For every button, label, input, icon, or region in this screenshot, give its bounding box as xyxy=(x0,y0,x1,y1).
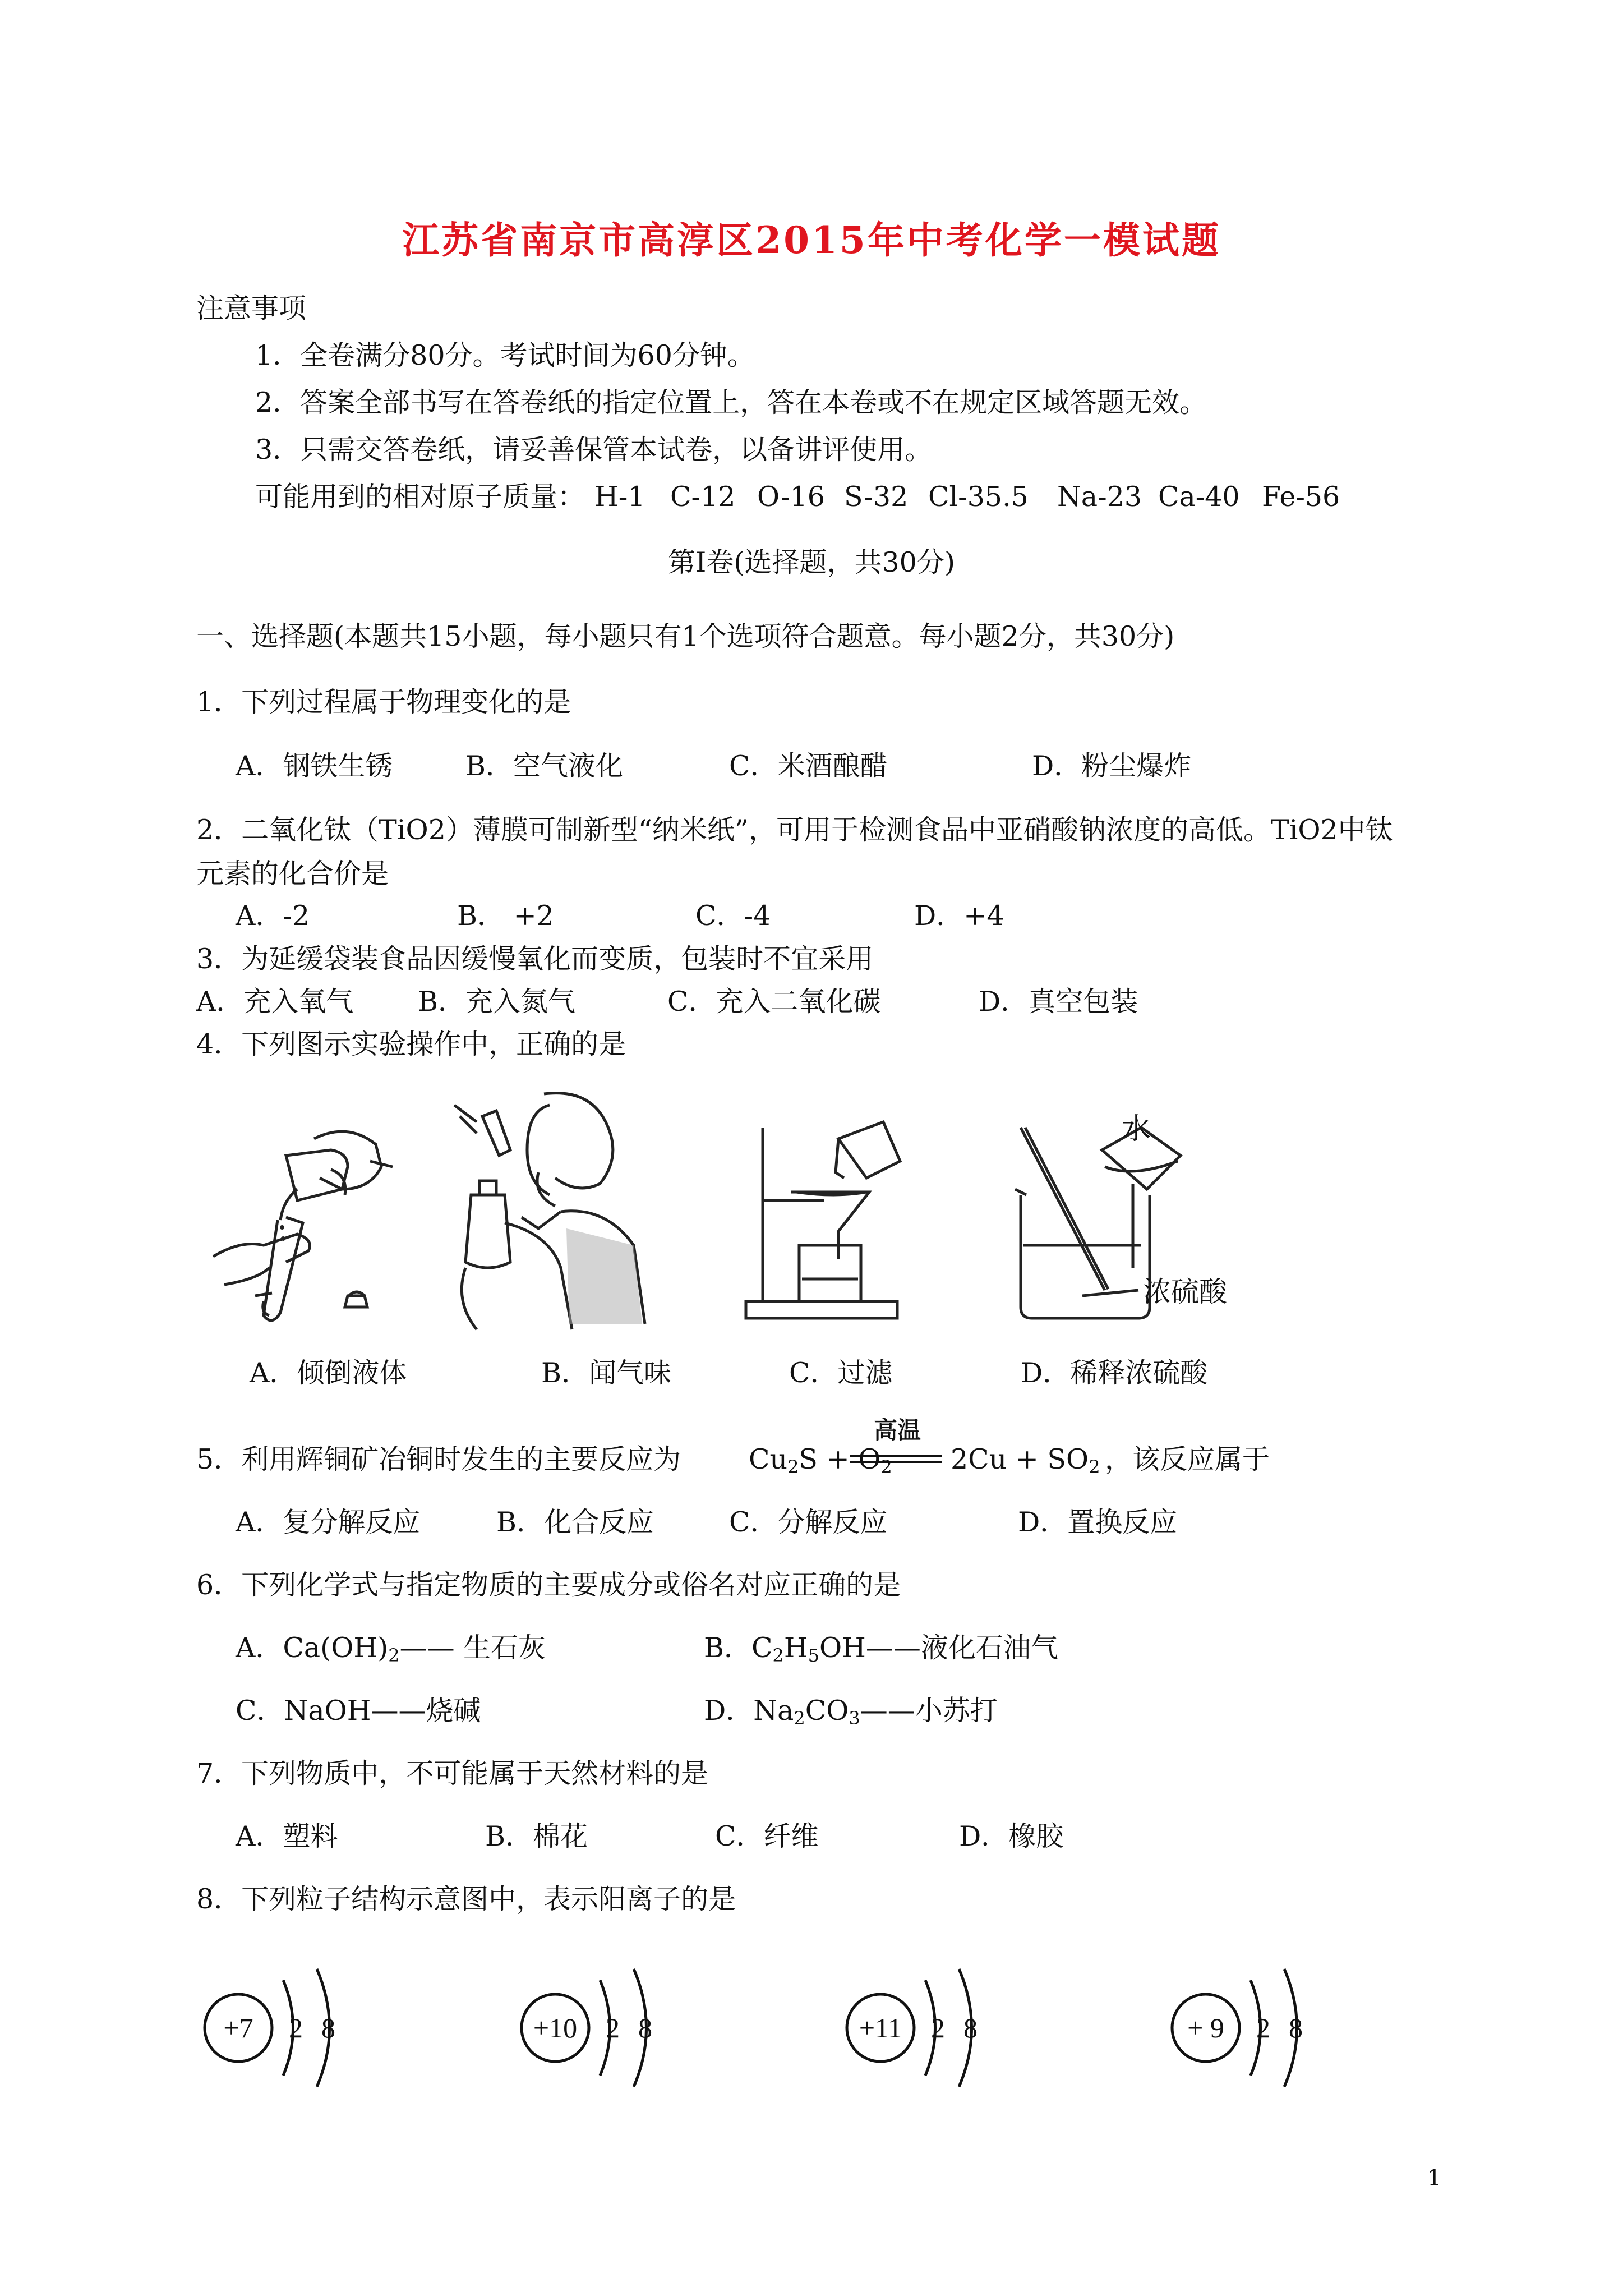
q4-option-a: A．倾倒液体 xyxy=(250,1357,407,1389)
q2-options xyxy=(236,899,1357,933)
shell1-c: 2 xyxy=(931,2012,945,2044)
filtration-illustration xyxy=(740,1116,909,1324)
q2-option-a: A．-2 xyxy=(236,900,310,932)
q5-arrow-line-top xyxy=(850,1455,942,1457)
ion-diagram-c xyxy=(841,1963,1009,2092)
conc-acid-label: 浓硫酸 xyxy=(1143,1276,1227,1308)
q6-option-b: B．$C_2H_5OH——$液化石油气 xyxy=(704,1632,1058,1666)
q6-b-name: ——液化石油气 xyxy=(865,1632,1058,1664)
notice-item-2: 2．答案全部书写在答卷纸的指定位置上，答在本卷或不在规定区域答题无效。 xyxy=(255,386,1207,418)
q1-option-b: B．空气液化 xyxy=(465,750,624,782)
notice-heading: 注意事项 xyxy=(196,292,307,324)
q3-option-c: C．充入二氧化碳 xyxy=(667,986,881,1018)
smelling-gas-illustration xyxy=(449,1083,651,1329)
q6-a-name: —— 生石灰 xyxy=(399,1632,546,1664)
nucleus-c: +11 xyxy=(859,2012,902,2044)
q5-option-c: C．分解反应 xyxy=(729,1506,888,1538)
mass-cl: Cl-35.5 xyxy=(928,481,1029,513)
q7-option-d: D．橡胶 xyxy=(959,1820,1064,1852)
q5-suffix: ，该反应属于 xyxy=(1105,1443,1270,1475)
q5-option-b: B．化合反应 xyxy=(496,1506,654,1538)
shell1-b: 2 xyxy=(606,2012,620,2044)
q5-arrow-line-bottom xyxy=(850,1461,942,1463)
q7-option-a: A．塑料 xyxy=(236,1820,338,1852)
mass-o: O-16 xyxy=(757,481,825,513)
q5-option-d: D．置换反应 xyxy=(1018,1506,1178,1538)
shell2-c: 8 xyxy=(963,2012,978,2044)
q4-option-d: D．稀释浓硫酸 xyxy=(1021,1357,1208,1389)
q7-option-b: B．棉花 xyxy=(485,1820,588,1852)
shell2-a: 8 xyxy=(321,2012,335,2044)
mass-h: H-1 xyxy=(594,481,645,513)
q3-option-d: D．真空包装 xyxy=(979,986,1138,1018)
q1-stem: 1．下列过程属于物理变化的是 xyxy=(196,686,571,718)
water-label: 水 xyxy=(1122,1112,1151,1146)
q5-prefix: 5．利用辉铜矿冶铜时发生的主要反应为 xyxy=(196,1443,681,1475)
diluting-acid-illustration xyxy=(1009,1112,1267,1329)
q1-option-d: D．粉尘爆炸 xyxy=(1032,750,1192,782)
q2-option-b: B． +2 xyxy=(457,900,554,932)
q6-d-name: ——小苏打 xyxy=(860,1695,998,1727)
mass-fe: Fe-56 xyxy=(1262,481,1340,513)
q2-stem-line1: 2．二氧化钛（TiO2）薄膜可制新型“纳米纸”，可用于检测食品中亚硝酸钠浓度的高低。TiO2中钛 xyxy=(196,814,1393,846)
notice-item-3: 3．只需交答卷纸，请妥善保管本试卷，以备讲评使用。 xyxy=(255,434,933,466)
nucleus-d: + 9 xyxy=(1187,2012,1224,2044)
mass-ca: Ca-40 xyxy=(1158,481,1240,513)
ion-diagram-a xyxy=(199,1963,367,2092)
q4-option-c: C．过滤 xyxy=(789,1357,893,1389)
shell2-d: 8 xyxy=(1289,2012,1303,2044)
page-number: 1 xyxy=(1427,2165,1442,2191)
q7-option-c: C．纤维 xyxy=(715,1820,819,1852)
shell1-a: 2 xyxy=(289,2012,303,2044)
q5-condition: 高温 xyxy=(873,1416,921,1444)
q4-stem: 4．下列图示实验操作中，正确的是 xyxy=(196,1028,626,1060)
q6-option-c: C．NaOH——烧碱 xyxy=(236,1695,481,1727)
q1-option-c: C．米酒酿醋 xyxy=(729,750,888,782)
q1-option-a: A．钢铁生锈 xyxy=(236,750,393,782)
atomic-mass-label: 可能用到的相对原子质量： xyxy=(255,481,585,513)
notice-item-1: 1．全卷满分80分。考试时间为60分钟。 xyxy=(255,339,755,371)
mass-c: C-12 xyxy=(670,481,736,513)
section1-title: 一、选择题(本题共15小题，每小题只有1个选项符合题意。每小题2分，共30分) xyxy=(196,620,1175,652)
nucleus-b: +10 xyxy=(533,2012,578,2044)
q2-option-c: C．-4 xyxy=(695,900,771,932)
nucleus-a: +7 xyxy=(223,2012,253,2044)
q3-options xyxy=(196,985,1374,1019)
q7-options xyxy=(236,1820,1357,1853)
q4-options xyxy=(250,1356,1371,1390)
q6-option-a: A．$Ca(OH)_2——$ 生石灰 xyxy=(236,1632,546,1666)
ion-diagram-d xyxy=(1166,1963,1335,2092)
shell2-b: 8 xyxy=(638,2012,652,2044)
part1-title: 第Ⅰ卷(选择题，共30分) xyxy=(668,546,955,578)
q2-stem-line2: 元素的化合价是 xyxy=(196,858,389,890)
q4-option-b: B．闻气味 xyxy=(541,1357,672,1389)
q5-stem xyxy=(196,1416,1486,1488)
q5-products: $2Cu + SO_2$ xyxy=(951,1443,1100,1478)
q5-reactants: $Cu_2S + O_2$ xyxy=(749,1443,892,1478)
q6-option-d: D．$Na_2CO_3——$小苏打 xyxy=(704,1695,998,1729)
ion-diagram-b xyxy=(516,1963,684,2092)
q3-option-b: B．充入氮气 xyxy=(418,986,576,1018)
q7-stem: 7．下列物质中，不可能属于天然材料的是 xyxy=(196,1757,709,1789)
exam-title: 江苏省南京市高淳区2015年中考化学一模试题 xyxy=(402,218,1221,262)
q3-stem: 3．为延缓袋装食品因缓慢氧化而变质，包装时不宜采用 xyxy=(196,943,874,975)
q3-option-a: A．充入氧气 xyxy=(196,986,354,1018)
q6-stem: 6．下列化学式与指定物质的主要成分或俗名对应正确的是 xyxy=(196,1569,901,1601)
q1-options xyxy=(236,749,1357,783)
q5-options xyxy=(236,1506,1357,1539)
mass-s: S-32 xyxy=(844,481,909,513)
q5-option-a: A．复分解反应 xyxy=(236,1506,421,1538)
shell1-d: 2 xyxy=(1256,2012,1270,2044)
q2-option-d: D．+4 xyxy=(914,900,1004,932)
q6-row1 xyxy=(236,1631,1357,1665)
atomic-mass-line xyxy=(255,480,1377,514)
mass-na: Na-23 xyxy=(1057,481,1142,513)
q8-stem: 8．下列粒子结构示意图中，表示阳离子的是 xyxy=(196,1883,736,1915)
q6-row2 xyxy=(236,1694,1357,1728)
pouring-liquid-illustration xyxy=(202,1116,404,1329)
